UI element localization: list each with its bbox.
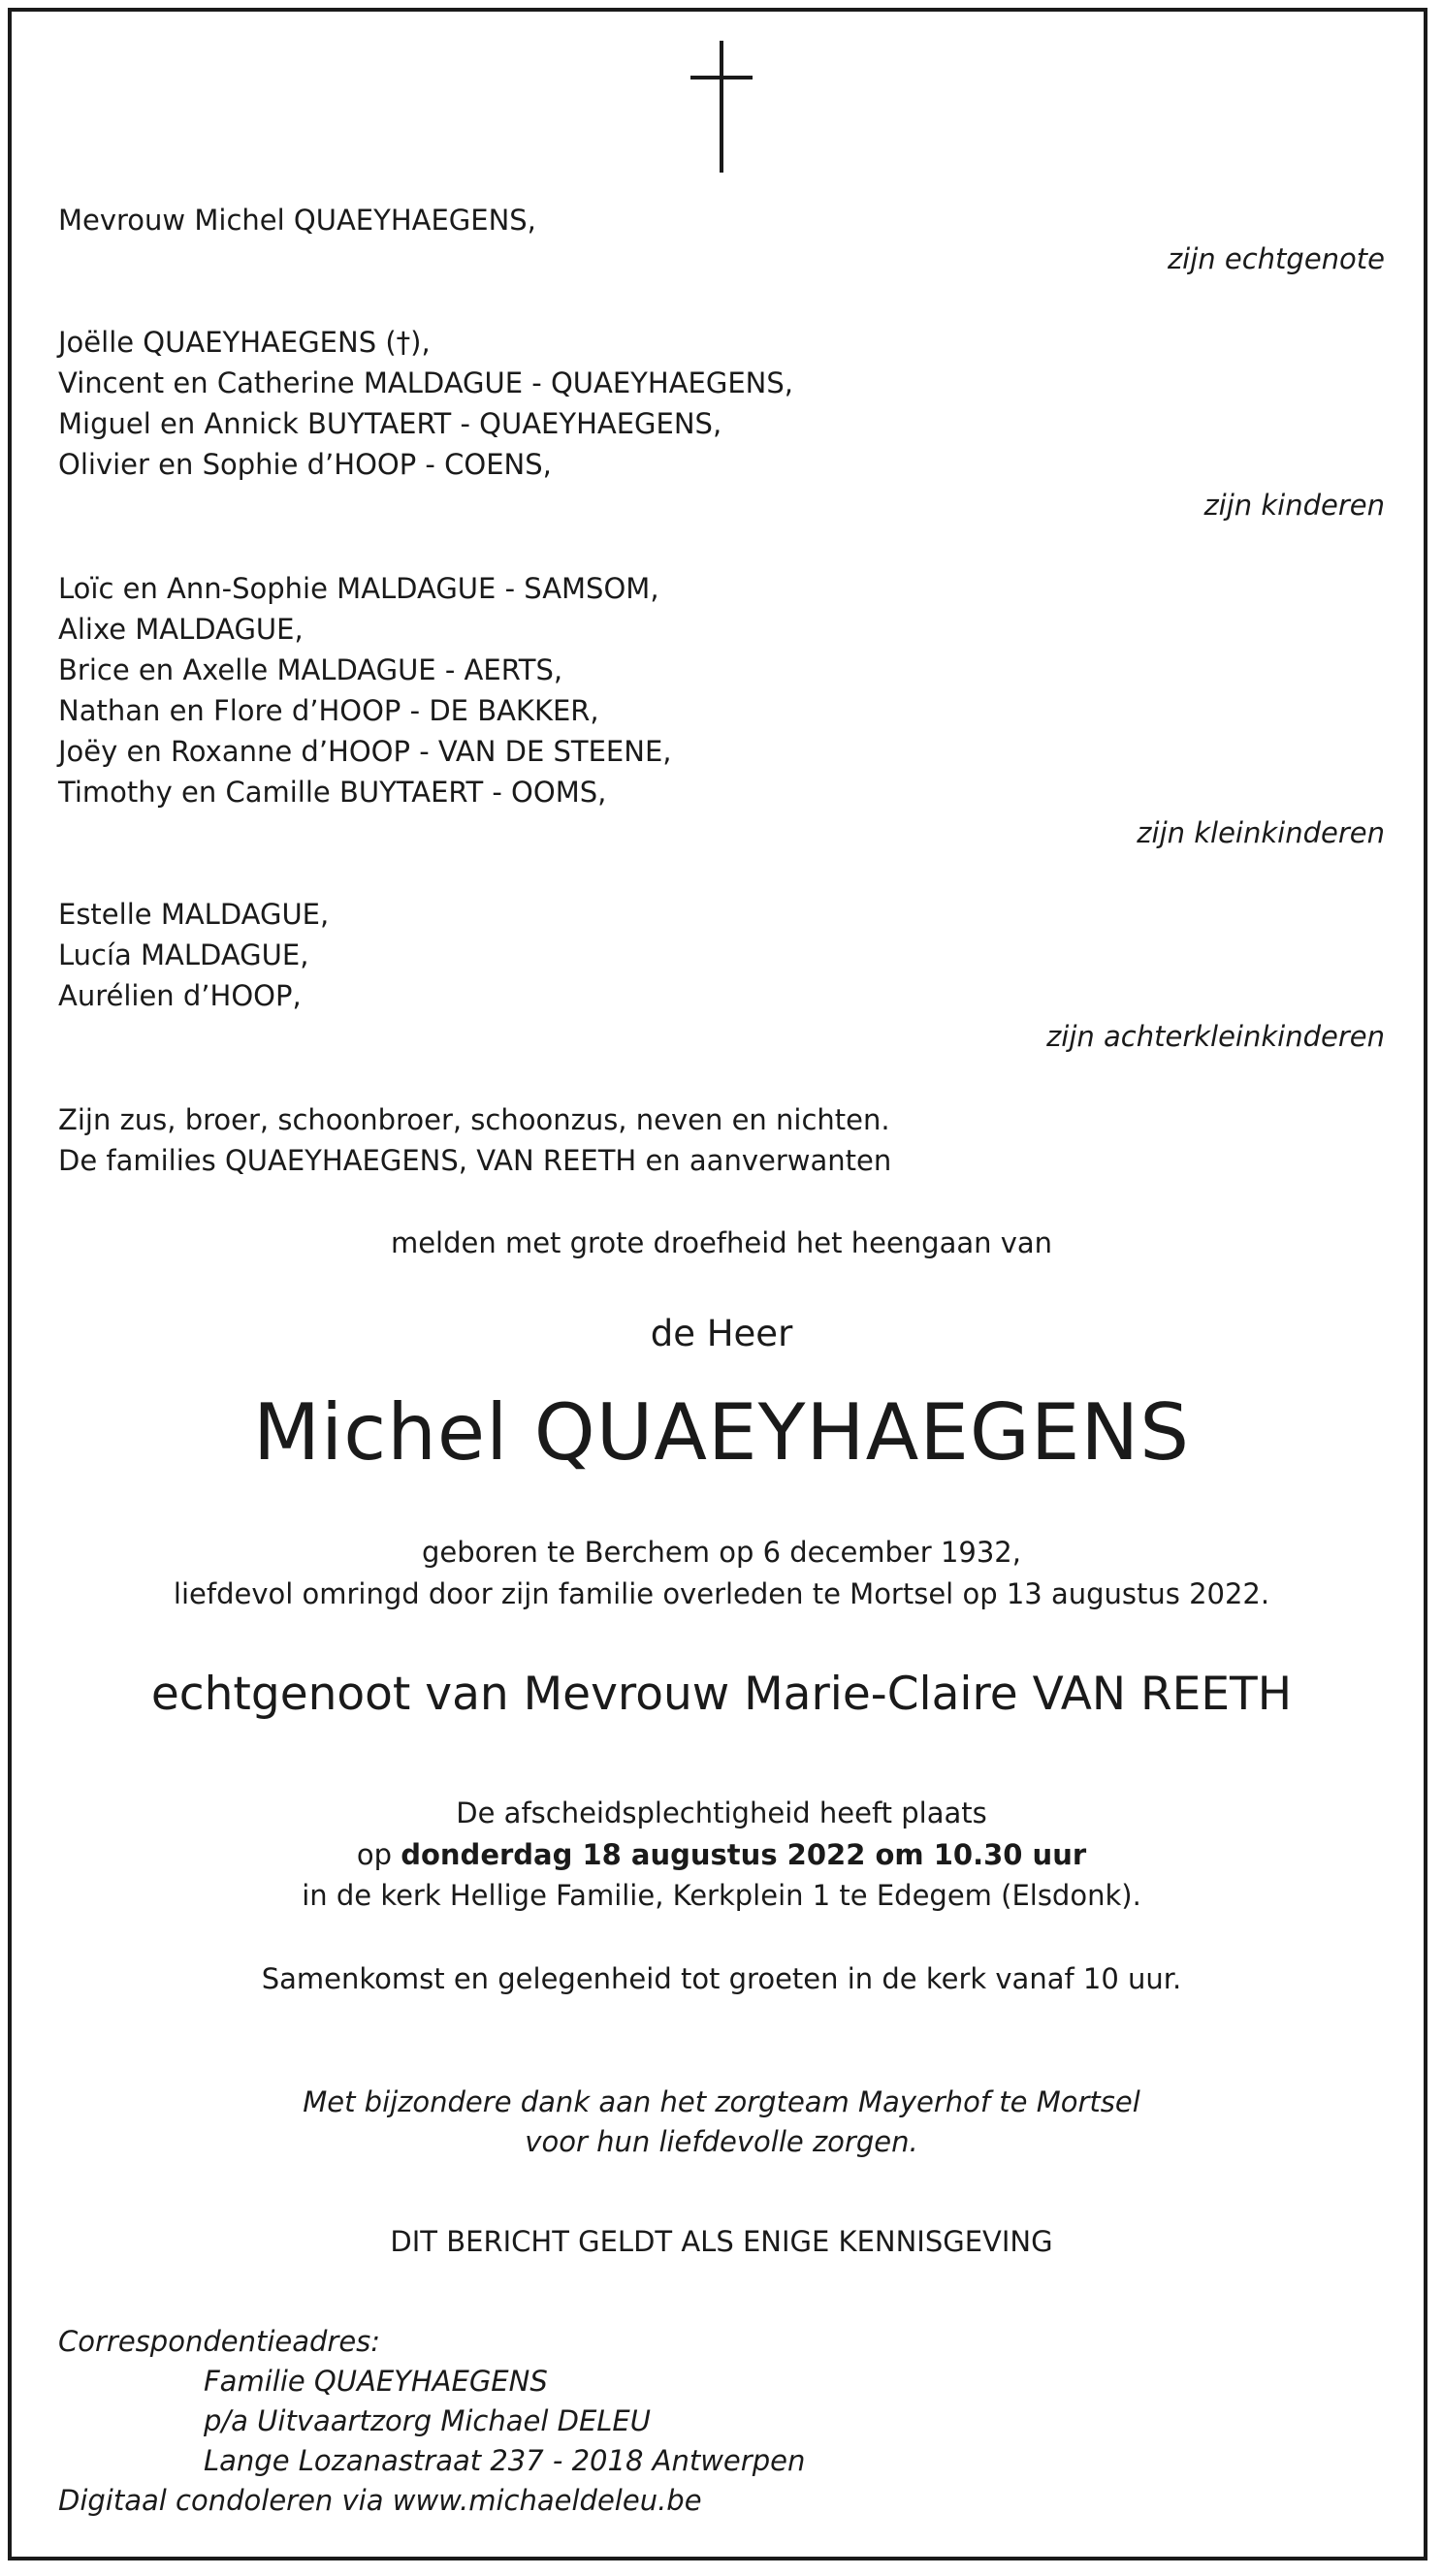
- announce-text: melden met grote droefheid het heengaan van: [390, 1226, 1053, 1259]
- ceremony-intro: De afscheidsplechtigheid heeft plaats: [456, 1797, 987, 1829]
- child-line: Olivier en Sophie d’HOOP - COENS,: [58, 448, 552, 481]
- thanks-line: voor hun liefdevolle zorgen.: [525, 2125, 918, 2158]
- child-line: Joëlle QUAEYHAEGENS (†),: [58, 326, 431, 359]
- gathering-text: Samenkomst en gelegenheid tot groeten in de kerk vanaf 10 uur.: [261, 1962, 1182, 1995]
- family-line: Zijn zus, broer, schoonbroer, schoonzus, neven en nichten.: [58, 1103, 890, 1136]
- grandchild-line: Joëy en Roxanne d’HOOP - VAN DE STEENE,: [58, 735, 672, 768]
- ceremony-date: donderdag 18 augustus 2022 om 10.30 uur: [401, 1838, 1087, 1871]
- grandchild-line: Brice en Axelle MALDAGUE - AERTS,: [58, 653, 563, 686]
- address-line: Familie QUAEYHAEGENS: [204, 2365, 548, 2398]
- ceremony-location: in de kerk Hellige Familie, Kerkplein 1 te Edegem (Elsdonk).: [302, 1879, 1141, 1912]
- notice-text: DIT BERICHT GELDT ALS ENIGE KENNISGEVING: [390, 2225, 1053, 2258]
- thanks-line: Met bijzondere dank aan het zorgteam Mayerhof te Mortsel: [303, 2085, 1140, 2118]
- child-line: Miguel en Annick BUYTAERT - QUAEYHAEGENS,: [58, 407, 722, 440]
- deceased-name: Michel QUAEYHAEGENS: [252, 1387, 1191, 1478]
- online-condolence: Digitaal condoleren via www.michaeldeleu.be: [58, 2484, 702, 2517]
- spouse-role: zijn echtgenote: [1167, 242, 1385, 275]
- ceremony-date-line: [0, 1834, 1443, 1875]
- grandchildren-role: zijn kleinkinderen: [1137, 816, 1385, 849]
- grandchild-line: Nathan en Flore d’HOOP - DE BAKKER,: [58, 694, 599, 727]
- great-grandchild-line: Lucía MALDAGUE,: [58, 938, 309, 971]
- grandchild-line: Loïc en Ann-Sophie MALDAGUE - SAMSOM,: [58, 572, 659, 605]
- spouse-name: Mevrouw Michel QUAEYHAEGENS,: [58, 204, 536, 237]
- address-line: Lange Lozanastraat 237 - 2018 Antwerpen: [204, 2444, 806, 2477]
- birth-line: geboren te Berchem op 6 december 1932,: [422, 1536, 1021, 1569]
- great-grandchild-line: Estelle MALDAGUE,: [58, 898, 330, 931]
- child-line: Vincent en Catherine MALDAGUE - QUAEYHAEGENS,: [58, 366, 793, 399]
- cross-icon: [690, 41, 753, 173]
- correspondence-label: Correspondentieadres:: [58, 2325, 381, 2358]
- great-grandchildren-role: zijn achterkleinkinderen: [1046, 1020, 1385, 1053]
- grandchild-line: Alixe MALDAGUE,: [58, 613, 304, 646]
- ceremony-prefix: op: [356, 1838, 401, 1871]
- address-line: p/a Uitvaartzorg Michael DELEU: [204, 2404, 651, 2437]
- spouse-statement: echtgenoot van Mevrouw Marie-Claire VAN REETH: [150, 1668, 1293, 1721]
- death-line: liefdevol omringd door zijn familie overleden te Mortsel op 13 augustus 2022.: [173, 1577, 1270, 1610]
- family-line: De families QUAEYHAEGENS, VAN REETH en aanverwanten: [58, 1144, 892, 1177]
- children-role: zijn kinderen: [1203, 489, 1385, 522]
- great-grandchild-line: Aurélien d’HOOP,: [58, 979, 302, 1012]
- grandchild-line: Timothy en Camille BUYTAERT - OOMS,: [58, 776, 607, 809]
- honorific: de Heer: [650, 1313, 793, 1354]
